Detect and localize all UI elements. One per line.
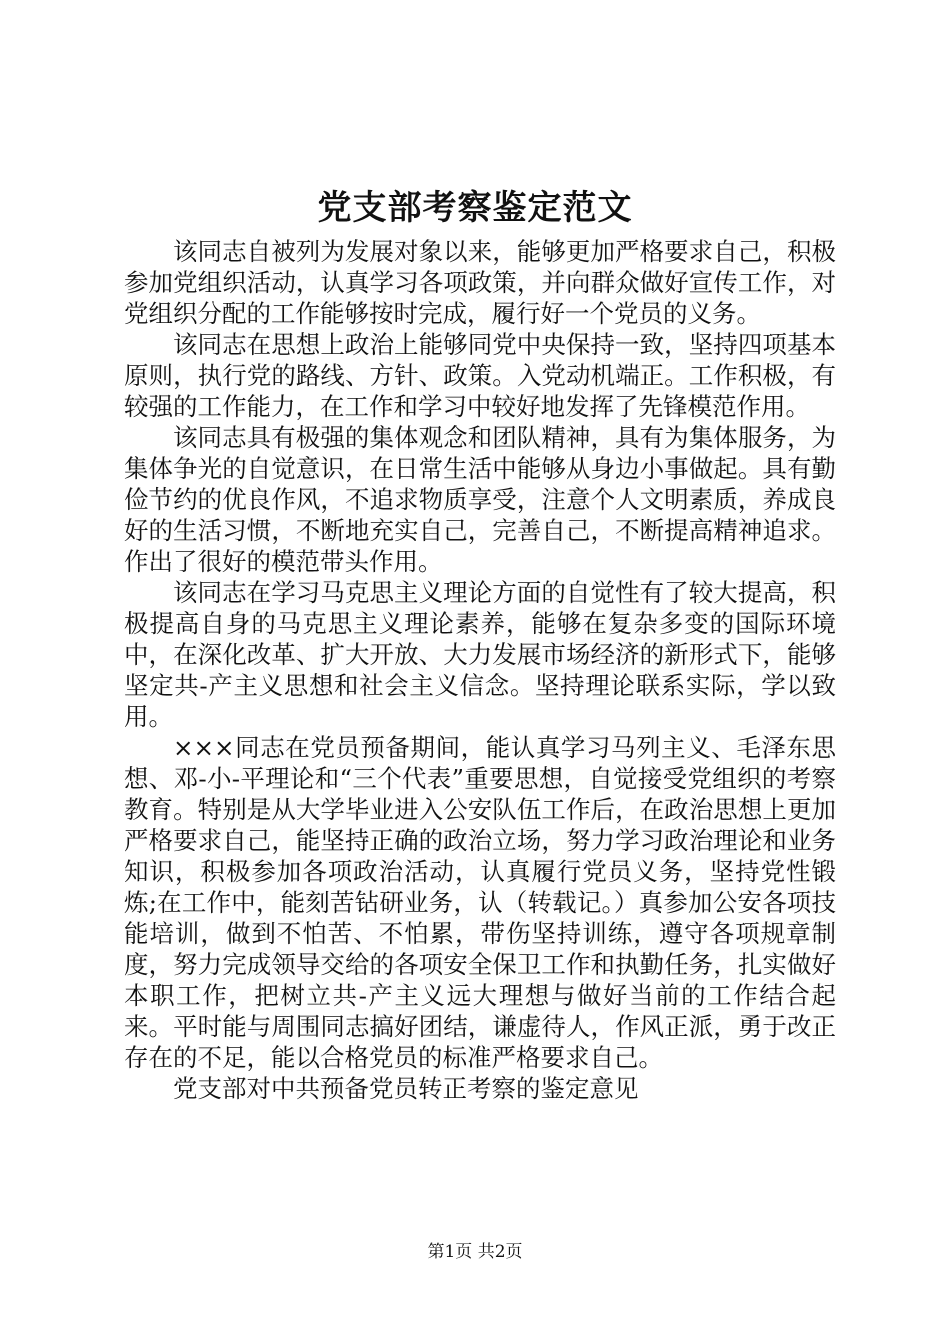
paragraph-4: 该同志在学习马克思主义理论方面的自觉性有了较大提高，积极提高自身的马克思主义理论素养，能够在复杂多变的国际环境中，在深化改革、扩大开放、大力发展市场经济的新形式下，能够坚定共-产主义思想和社会主义信念。坚持理论联系实际，学以致用。 bbox=[124, 578, 836, 731]
document-body bbox=[124, 236, 836, 1104]
paragraph-3: 该同志具有极强的集体观念和团队精神，具有为集体服务，为集体争光的自觉意识，在日常生活中能够从身边小事做起。具有勤俭节约的优良作风，不追求物质享受，注意个人文明素质，养成良好的生活习惯，不断地充实自己，完善自己，不断提高精神追求。作出了很好的模范带头作用。 bbox=[124, 423, 836, 576]
document-title: 党支部考察鉴定范文 bbox=[317, 188, 633, 228]
paragraph-5: ×××同志在党员预备期间，能认真学习马列主义、毛泽东思想、邓-小-平理论和“三个代表”重要思想，自觉接受党组织的考察教育。特别是从大学毕业进入公安队伍工作后，在政治思想上更加严格要求自己，能坚持正确的政治立场，努力学习政治理论和业务知识，积极参加各项政治活动，认真履行党员义务，坚持党性锻炼;在工作中，能刻苦钻研业务，认（转载记。）真参加公安各项技能培训，做到不怕苦、不怕累，带伤坚持训练，遵守各项规章制度，努力完成领导交给的各项安全保卫工作和执勤任务，扎实做好本职工作，把树立共-产主义远大理想与做好当前的工作结合起来。平时能与周围同志搞好团结，谦虚待人，作风正派，勇于改正存在的不足，能以合格党员的标准严格要求自己。 bbox=[124, 733, 836, 1072]
page-number-footer: 第1页 共2页 bbox=[427, 1242, 523, 1262]
paragraph-2: 该同志在思想上政治上能够同党中央保持一致，坚持四项基本原则，执行党的路线、方针、政策。入党动机端正。工作积极，有较强的工作能力，在工作和学习中较好地发挥了先锋模范作用。 bbox=[124, 330, 836, 421]
paragraph-1: 该同志自被列为发展对象以来，能够更加严格要求自己，积极参加党组织活动，认真学习各项政策，并向群众做好宣传工作，对党组织分配的工作能够按时完成，履行好一个党员的义务。 bbox=[124, 237, 836, 328]
paragraph-6: 党支部对中共预备党员转正考察的鉴定意见 bbox=[173, 1074, 639, 1103]
